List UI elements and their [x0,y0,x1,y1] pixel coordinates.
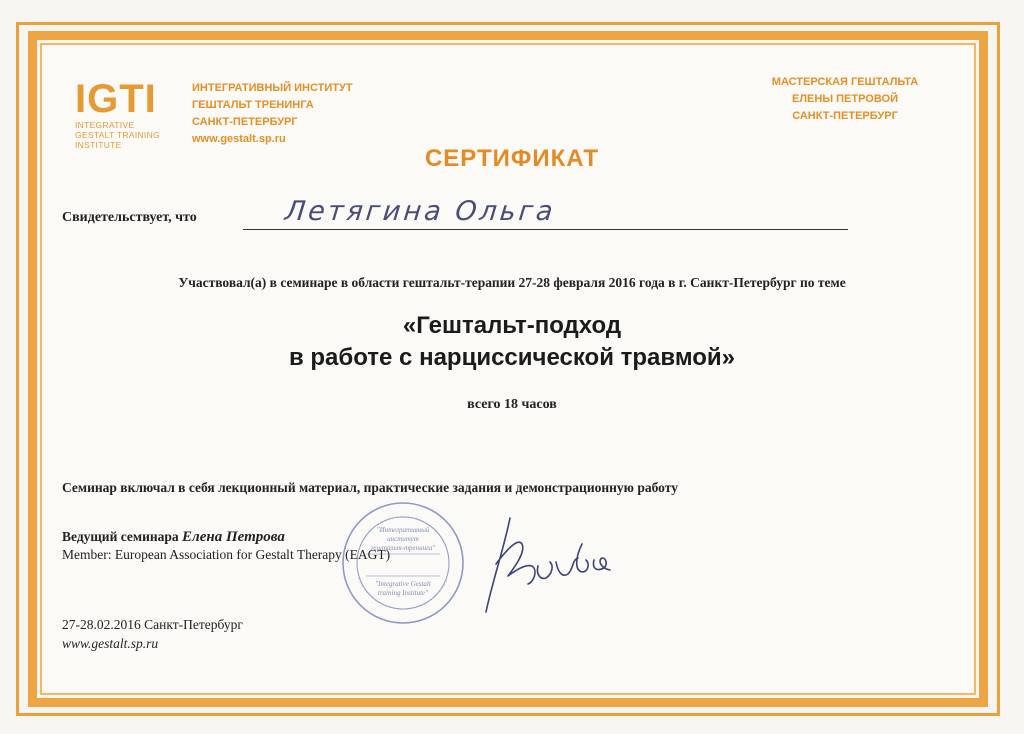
workshop-line-3: САНКТ-ПЕТЕРБУРГ [792,110,898,122]
round-stamp-seal [338,498,468,628]
stamp-line-1: "Интегративный [376,526,430,534]
seminar-topic [0,310,1024,374]
handwritten-signature [478,508,638,620]
workshop-line-1: МАСТЕРСКАЯ ГЕШТАЛЬТА [771,76,919,88]
date-place: 27-28.02.2016 Санкт-Петербург [62,617,243,632]
date-place-block [62,615,243,653]
leader-membership: Member: European Association for Gestalt Therapy (EAGT) [62,547,391,562]
workshop-line-2: ЕЛЕНЫ ПЕТРОВОЙ [791,93,898,105]
topic-line-2: в работе с нарциссической травмой» [288,344,736,371]
footer-url[interactable]: www.gestalt.sp.ru [62,636,159,651]
stamp-line-2: институт [387,535,419,543]
logo-mark: IGTI [75,77,157,121]
institute-url[interactable]: www.gestalt.sp.ru [192,133,286,145]
certificate-title: СЕРТИФИКАТ [424,145,600,172]
stamp-line-4: "Integrative Gestalt [375,580,431,588]
workshop-header [760,74,930,125]
leader-name: Елена Петрова [182,529,285,545]
logo-subtitle-2: GESTALT TRAINING [75,130,160,140]
leader-label: Ведущий семинара [62,529,179,544]
participation-text: Участвовал(а) в семинаре в области гештальт-терапии 27-28 февраля 2016 года в г. Санкт-Петербург по теме [178,275,846,290]
hours-total: всего 18 часов [467,397,557,412]
logo-subtitle-3: INSTITUTE [75,140,122,150]
certifies-label: Свидетельствует, что [62,210,197,225]
institute-line-2: ГЕШТАЛЬТ ТРЕНИНГА [192,99,314,111]
seminar-content-text: Семинар включал в себя лекционный материал, практические задания и демонстрационную работу [62,480,678,495]
stamp-line-3: гештальт-тренинга" [370,544,436,552]
institute-line-1: ИНТЕГРАТИВНЫЙ ИНСТИТУТ [192,82,353,94]
logo-subtitle-1: INTEGRATIVE [75,120,135,130]
name-underline [243,229,848,230]
stamp-line-5: training Institute" [377,589,429,597]
topic-line-1: «Гештальт-подход [402,312,622,339]
institute-line-3: САНКТ-ПЕТЕРБУРГ [192,116,298,128]
recipient-name: Летягина Ольга [283,196,558,227]
institute-header [192,80,353,148]
